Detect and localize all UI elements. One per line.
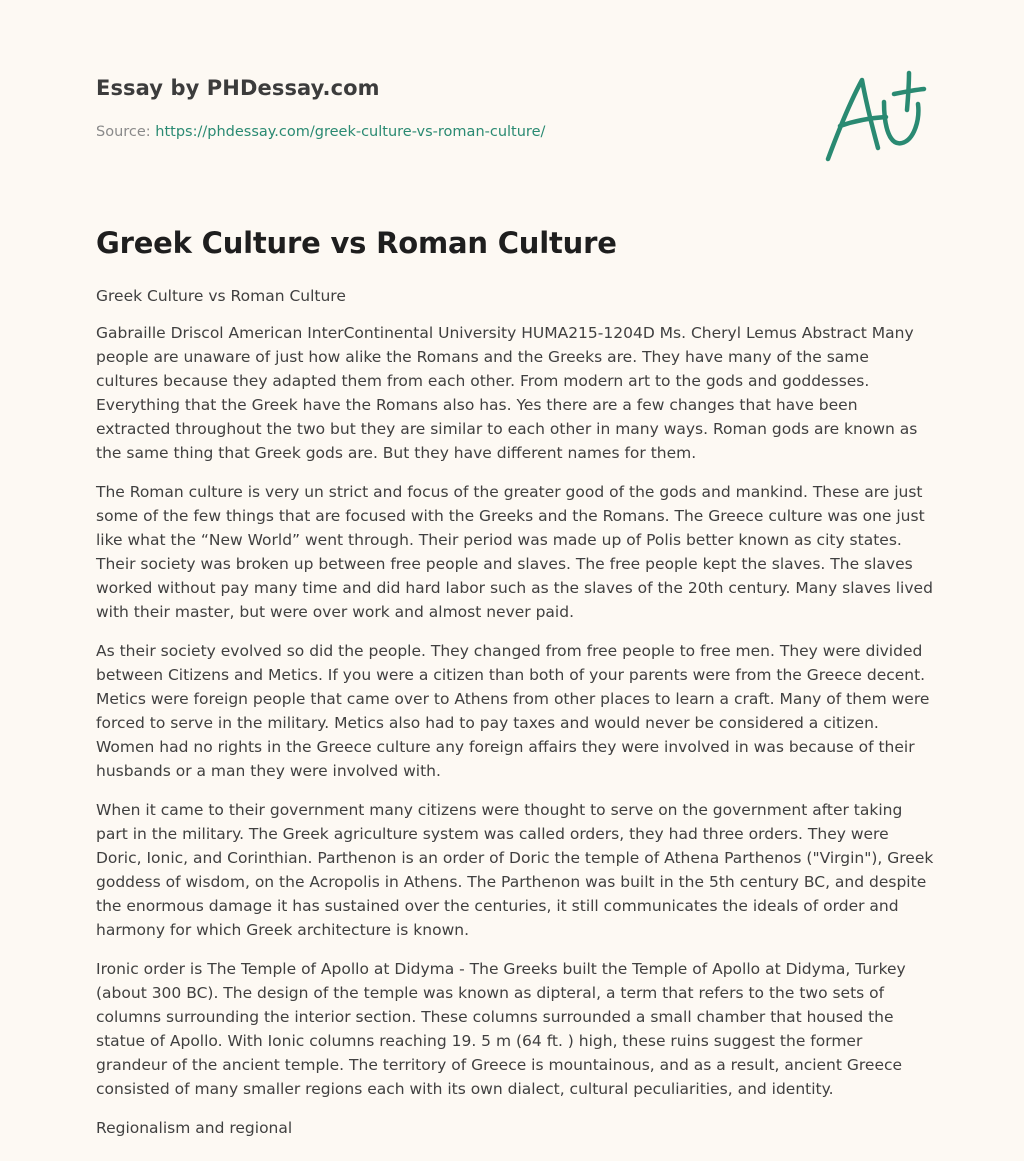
site-brand: Essay by PHDessay.com [96, 76, 380, 100]
essay-paragraph: The Roman culture is very un strict and focus of the greater good of the gods and mankind. These are just some of the few things that are focused with the Greeks and the Romans. The Greece culture was one just like what the “New World” went through. Their period was made up of Polis better known as city states. Their society was broken up between free people and slaves. The free people kept the slaves. The slaves worked without pay many time and did hard labor such as the slaves of the 20th century. Many slaves lived with their master, but were over work and almost never paid. [96, 483, 933, 621]
essay-subtitle: Greek Culture vs Roman Culture [96, 287, 346, 305]
essay-paragraph: Regionalism and regional [96, 1119, 293, 1137]
source-link[interactable]: https://phdessay.com/greek-culture-vs-roman-culture/ [155, 124, 546, 140]
a-plus-logo-icon [820, 64, 932, 168]
essay-title: Greek Culture vs Roman Culture [96, 226, 617, 260]
essay-paragraph: Ironic order is The Temple of Apollo at Didyma - The Greeks built the Temple of Apollo at Didyma, Turkey (about 300 BC). The design of the temple was known as dipteral, a term that refers to the two sets of columns surrounding the interior section. These columns surrounded a small chamber that housed the statue of Apollo. With Ionic columns reaching 19. 5 m (64 ft. ) high, these ruins suggest the former grandeur of the ancient temple. The territory of Greece is mountainous, and as a result, ancient Greece consisted of many smaller regions each with its own dialect, cultural peculiarities, and identity. [96, 960, 906, 1098]
essay-paragraph: When it came to their government many citizens were thought to serve on the government after taking part in the military. The Greek agriculture system was called orders, they had three orders. They were Doric, Ionic, and Corinthian. Parthenon is an order of Doric the temple of Athena Parthenos ("Virgin"), Greek goddess of wisdom, on the Acropolis in Athens. The Parthenon was built in the 5th century BC, and despite the enormous damage it has sustained over the centuries, it still communicates the ideals of order and harmony for which Greek architecture is known. [96, 801, 934, 939]
essay-body [96, 284, 936, 1155]
source-label: Source: [96, 124, 156, 140]
essay-paragraph: Gabraille Driscol American InterContinental University HUMA215-1204D Ms. Cheryl Lemus Abstract Many people are unaware of just how alike the Romans and the Greeks are. They have many of the same cultures because they adapted them from each other. From modern art to the gods and goddesses. Everything that the Greek have the Romans also has. Yes there are a few changes that have been extracted throughout the two but they are similar to each other in many ways. Roman gods are known as the same thing that Greek gods are. But they have different names for them. [96, 324, 918, 462]
essay-paragraph: As their society evolved so did the people. They changed from free people to free men. They were divided between Citizens and Metics. If you were a citizen than both of your parents were from the Greece decent. Metics were foreign people that came over to Athens from other places to learn a craft. Many of them were forced to serve in the military. Metics also had to pay taxes and would never be considered a citizen. Women had no rights in the Greece culture any foreign affairs they were involved in was because of their husbands or a man they were involved with. [96, 642, 930, 780]
source-line [96, 124, 545, 140]
